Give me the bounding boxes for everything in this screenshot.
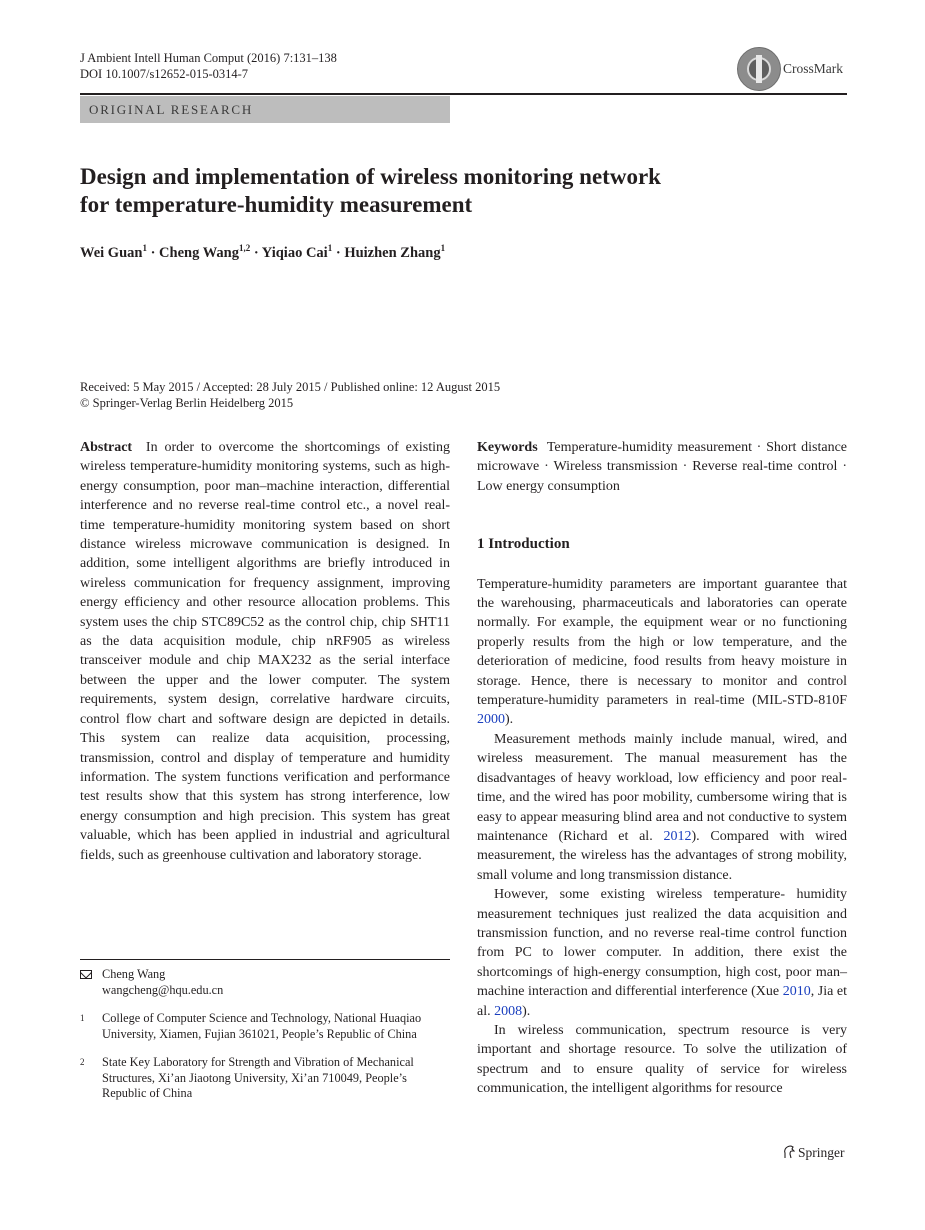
author-list: Wei Guan$^1$ · Cheng Wang$^{1,2}$ · Yiqiao Cai$^1$ · Huizhen Zhang$^1$ [80,243,446,261]
doi[interactable]: DOI 10.1007/s12652-015-0314-7 [80,67,249,81]
left-column [80,438,450,865]
springer-horse-icon [782,1145,795,1159]
author-affiliation-mark: 1,2 [238,243,251,253]
abstract-label: Abstract [80,440,133,455]
crossmark-logo[interactable] [737,47,853,91]
citation-link[interactable]: 2000 [477,712,505,728]
abstract [80,438,450,865]
author-name[interactable]: Cheng Wang [159,244,239,261]
author-affiliation-mark: 1 [440,243,446,253]
author-affiliation-mark: 1 [142,243,147,253]
paragraph [477,1021,847,1099]
affiliation-text: State Key Laboratory for Strength and Vibration of Mechanical Structures, Xi’an Jiaotong University, Xi’an 710049, People’s Republic of China [102,1055,414,1100]
paragraph-text: ). [505,712,514,728]
affiliation-text: College of Computer Science and Technology, National Huaqiao University, Xiamen, Fujian 361021, People’s Republic of China [102,1011,422,1041]
crossmark-icon [737,47,781,91]
paragraph [477,575,847,730]
citation-link[interactable]: 2008 [494,1003,523,1019]
article-type-tag: ORIGINAL RESEARCH [80,96,450,123]
author-name[interactable]: Yiqiao Cai [261,244,328,261]
paragraph-text: However, some existing wireless temperature- humidity measurement techniques just realized the data acquisition and transmission function, and no reverse real-time control function from PC to lower computer. In addition, there exist the shortcomings of high-energy consumption, high cost, poor man–machine interaction and differential interference (Xue [477,887,847,1000]
author-affiliation-mark: 1 [327,243,333,253]
article-history [80,379,500,411]
paragraph-text: In wireless communication, spectrum resource is very important and shortage resource. To solve the utilization of spectrum and to ensure quality of service for wireless communication, the intelligent algorithms for resource [477,1022,847,1097]
publisher-name: Springer [798,1145,845,1160]
corresponding-author [80,967,450,998]
section-heading: 1 Introduction [477,536,570,553]
journal-citation: J Ambient Intell Human Comput (2016) 7:131–138 [80,51,337,65]
paragraph-text: ). [522,1003,531,1019]
affiliation-mark: 1 [80,1013,85,1023]
envelope-icon [80,970,92,979]
affiliation-mark: 2 [80,1057,85,1067]
contact-name: Cheng Wang [102,967,166,981]
title-line-2: for temperature-humidity measurement [80,192,473,217]
affiliation-2 [80,1055,450,1102]
right-column [477,438,847,1099]
history-dates: Received: 5 May 2015 / Accepted: 28 July 2015 / Published online: 12 August 2015 [80,380,501,394]
keywords-label: Keywords [477,440,538,455]
copyright: © Springer-Verlag Berlin Heidelberg 2015 [80,396,294,410]
paragraph [477,730,847,885]
paragraph-text: ). Compared with wired measurement, the wireless has the advantages of strong mobility, small volume and long transmission distance. [477,828,847,883]
footnote-rule [80,959,450,960]
paragraph-text: , Jia et al. [477,984,847,1019]
paragraph-text: Temperature-humidity parameters are important guarantee that the warehousing, pharmaceuticals and laboratories can operate normally. For example, the equipment wear or no functioning properly results from the high or low temperature, and the deterioration of medicine, food results from heavy moisture in storage. Hence, there is necessary to monitor and control temperature-humidity parameters in real-time (MIL-STD-810F [477,576,847,709]
affiliation-1 [80,1011,450,1042]
abstract-text: In order to overcome the shortcomings of existing wireless temperature-humidity monitoring systems, such as high-energy consumption, poor man–machine interaction, differential interference and no reverse real-time control etc., a novel real-time temperature-humidity monitoring system based on short distance wireless microwave communication is designed. In addition, some intelligent algorithms are briefly introduced in wireless communication for frequency assignment, improving energy efficiency and other resource allocation problems. This system uses the chip STC89C52 as the control chip, chip SHT11 as the data acquisition module, chip nRF905 as wireless transceiver module and chip MAX232 as the serial interface between the upper and the lower computer. The system requirements, system design, correlative hardware circuits, control flow chart and software design are depicted in details. This system can realize data acquisition, processing, transmission, control and display of temperature and humidity information. The system functions verification and performance test results show that this system has strong interference, low energy consumption and high precision. This system has great valuable, which has been applied in industrial and agricultural fields, such as greenhouse cultivation and laboratory storage. [80,440,450,863]
contact-email[interactable]: wangcheng@hqu.edu.cn [102,982,224,997]
keywords [477,438,847,496]
citation-link[interactable]: 2010 [782,984,811,1000]
paragraph [477,885,847,1021]
crossmark-label: CrossMark [783,61,843,76]
publisher-logo [782,1145,845,1161]
author-name[interactable]: Wei Guan [80,244,143,261]
journal-info [80,50,337,82]
title-line-1: Design and implementation of wireless monitoring network [80,164,661,189]
header-rule [80,93,847,95]
paragraph-text: Measurement methods mainly include manual, wired, and wireless measurement. The manual measurement has the disadvantages of heavy workload, low efficiency and poor real-time, and the wired has poor mobility, cumbersome wiring that is easy to appear measuring blind area and not conductive to system maintenance (Richard et al. [477,731,847,844]
footnotes [80,967,450,1115]
paper-title [80,163,800,219]
keywords-text: Temperature-humidity measurement · Short distance microwave · Wireless transmission · Reverse real-time control · Low energy consumption [477,440,847,494]
author-name[interactable]: Huizhen Zhang [344,244,441,261]
citation-link[interactable]: 2012 [663,828,692,844]
